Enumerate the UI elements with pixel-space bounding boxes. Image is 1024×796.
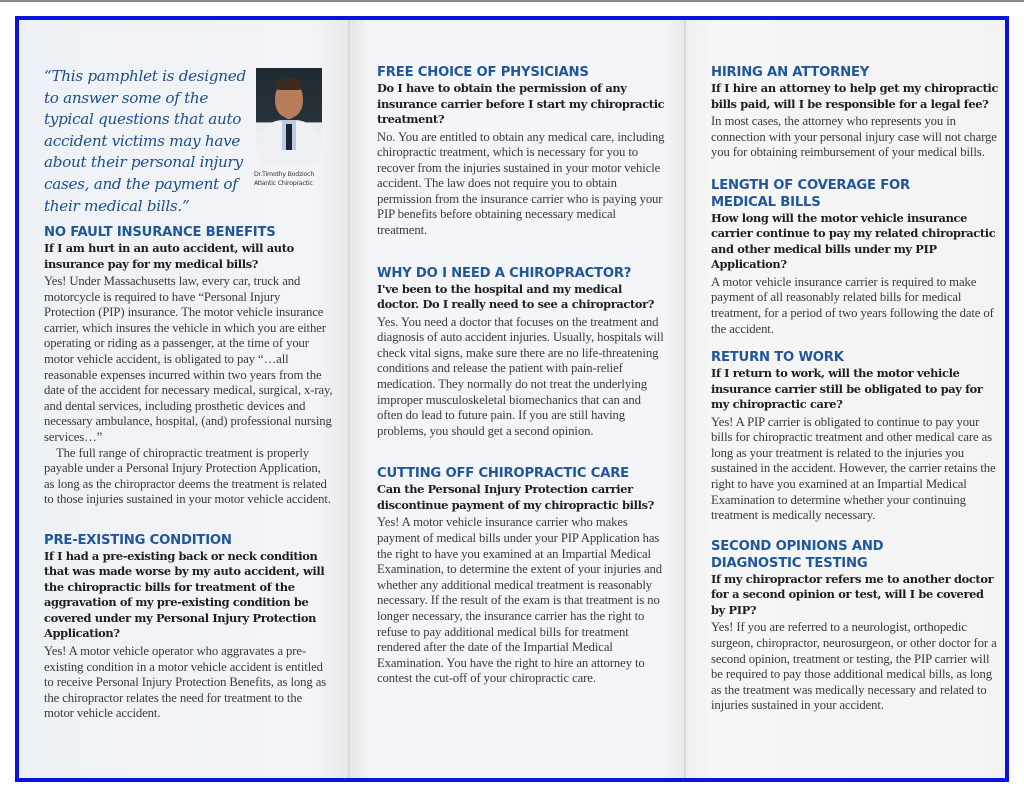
section-heading: SECOND OPINIONS AND DIAGNOSTIC TESTING [711,538,884,571]
answer-paragraph: Yes! If you are referred to a neurologist, orthopedic surgeon, chiropractor, neurosurgeon, or other doctor for a second opinion, treatment or testing, the PIP carrier will be required to pay those additional medical bills, as long as the treatment was medically necessary and related to injuries sustained in your accident. [711,620,997,713]
answer-paragraph: Yes. You need a doctor that focuses on the treatment and diagnosis of auto accident injuries. Usually, hospitals will check vital signs, make sure there are no life-threatening conditions and release the patient with pain-relief medication. They normally do not treat the underlying improper musculoskeletal biomechanics that can and often do lead to future pain. If you are still having problems, you should get a second opinion. [377,314,664,438]
practice-name: Atlantic Chiropractic [254,180,313,187]
section-why-chiropractor [377,265,667,440]
answer-paragraph: Yes! A PIP carrier is obligated to continue to pay your bills for chiropractic treatment and other medical care as long as your treatment is related to the injuries you sustained in the accident. However, the carrier retains the right to have you examined at an Impartial Medical Examination to determine whether your continuing treatment is medically necessary. [711,414,996,523]
answer-paragraph: Yes! A motor vehicle operator who aggravates a pre-existing condition in a motor vehicle accident is entitled to receive Personal Injury Protection Benefits, as long as the chiropractor relates the need for treatment to the motor vehicle accident. [44,643,327,721]
section-answer [44,274,334,508]
fold-line [684,20,686,778]
section-pre-existing [44,532,334,722]
section-question: How long will the motor vehicle insurance carrier continue to pay my related chiropractic and other medical bills under my PIP Application? [711,210,996,272]
column-right [711,64,1001,728]
section-question: Can the Personal Injury Protection carrier discontinue payment of my chiropractic bills? [377,482,654,512]
section-question: If my chiropractor refers me to another doctor for a second opinion or test, will I be covered by PIP? [711,571,994,617]
doctor-card [254,68,328,188]
answer-paragraph: Yes! Under Massachusetts law, every car, truck and motorcycle is required to have “Personal Injury Protection (PIP) insurance. The motor vehicle insurance carrier, which insures the vehicle in which you are either operating or riding as a passenger, at the time of your motor vehicle accident, is obligated to pay “…all reasonable expenses incurred within two years from the date of the accident for necessary medical, surgical, x-ray, and dental services, including prosthetic devices and necessary ambulance, hospital, (and) professional nursing services…” [44,274,333,444]
column-middle [377,64,667,701]
section-heading: CUTTING OFF CHIROPRACTIC CARE [377,466,629,482]
section-question: If I return to work, will the motor vehicle insurance carrier still be obligated to pay for my chiropractic care? [711,366,983,412]
section-answer [377,315,667,440]
answer-paragraph: Yes! A motor vehicle insurance carrier who makes payment of medical bills under your PIP Application has the right to have you examined at an Impartial Medical Examination, to determine the extent of your injuries and whether any additional medical treatment is reasonably necessary. If the result of the exam is that treatment is no longer necessary, the insurance carrier has the right to refuse to pay additional medical bills for treatment rendered after the date of the Impartial Medical Examination. You have the right to hire an attorney to contest the cut-off of your chiropractic care. [377,515,662,686]
section-question: If I am hurt in an auto accident, will auto insurance pay for my medical bills? [44,241,294,271]
answer-paragraph: The full range of chiropractic treatment is properly payable under a Personal Injury Protection Application, as long as the chiropractor deems the treatment is related to those injuries sustained in your motor vehicle accident. [44,445,331,507]
answer-paragraph: A motor vehicle insurance carrier is required to make payment of all reasonably related bills for medical treatment, for a period of two years following the date of the accident. [711,274,994,336]
column-left [44,60,334,736]
answer-paragraph: No. You are entitled to obtain any medical care, including chiropractic treatment, which is necessary for you to recover from the injuries sustained in your motor vehicle accident. The law does not require you to obtain permission from the insurance carrier who is paying your PIP benefits before obtaining necessary medical treatment. [377,129,665,238]
section-question: If I hire an attorney to help get my chiropractic bills paid, will I be responsible for a legal fee? [711,81,999,111]
brochure-frame [15,16,1009,782]
top-rule [0,0,1024,2]
section-heading: NO FAULT INSURANCE BENEFITS [44,225,276,240]
section-answer [711,114,1001,161]
section-question: Do I have to obtain the permission of any insurance carrier before I start my chiropractic treatment? [377,81,665,126]
section-heading: LENGTH OF COVERAGE FOR MEDICAL BILLS [711,177,910,210]
section-answer [377,130,667,239]
section-no-fault [44,224,334,508]
section-second-opinions [711,538,1001,714]
section-question: If I had a pre-existing back or neck condition that was made worse by my auto accident, will the chiropractic bills for treatment of the aggravation of my pre-existing condition be covered under my Personal Injury Protection Application? [44,548,325,641]
section-answer [711,275,1001,337]
section-heading: WHY DO I NEED A CHIROPRACTOR? [377,265,632,281]
section-answer [44,644,334,722]
section-return-to-work [711,349,1001,524]
fold-line [348,20,350,778]
section-heading: HIRING AN ATTORNEY [711,65,870,80]
section-answer [711,415,1001,524]
section-question: I've been to the hospital and my medical doctor. Do I really need to see a chiropractor? [377,281,655,312]
intro-block [44,60,334,215]
doctor-name: Dr.Timothy Bodzioch [254,171,315,178]
section-answer [377,515,667,687]
doctor-portrait-icon [256,68,322,166]
section-heading: FREE CHOICE OF PHYSICIANS [377,65,589,80]
section-heading: PRE-EXISTING CONDITION [44,532,232,548]
answer-paragraph: In most cases, the attorney who represents you in connection with your personal injury case will not charge you for obtaining reimbursement of your medical bills. [711,114,997,160]
intro-quote: “This pamphlet is designed to answer some of the typical questions that auto accident victims may have about their personal injury cases, and the payment of their medical bills.” [44,67,246,215]
section-length-of-coverage [711,177,1001,337]
section-answer [711,620,1001,714]
section-free-choice [377,64,667,239]
section-heading: RETURN TO WORK [711,350,844,366]
section-cutting-off [377,465,667,687]
section-hiring-attorney [711,64,1001,161]
